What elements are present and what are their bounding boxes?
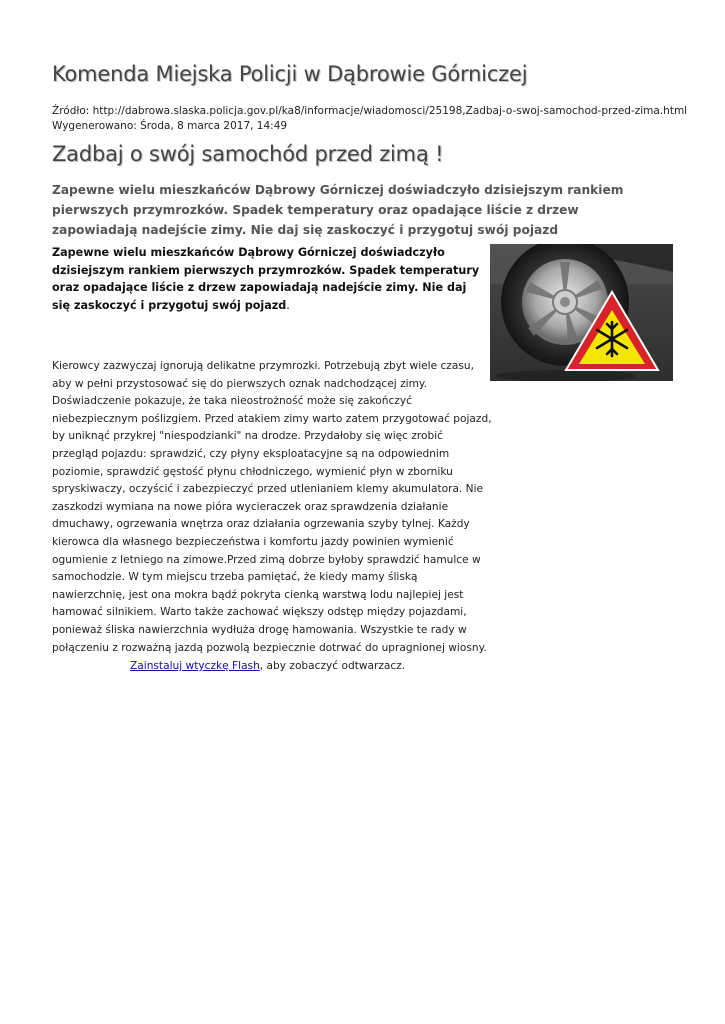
flash-notice [130,658,405,674]
generated-date: Wygenerowano: Środa, 8 marca 2017, 14:49 [52,120,288,132]
install-flash-link[interactable]: Zainstaluj wtyczkę Flash [130,660,260,672]
article-lead: Zapewne wielu mieszkańców Dąbrowy Górniczej doświadczyło dzisiejszym rankiem pierwszych przymrozków. Spadek temperatury oraz opadające liście z drzew zapowiadają nadejście zimy. Nie daj się zaskoczyć i przygotuj swój pojazd [52,183,624,237]
article-title: Zadbaj o swój samochód przed zimą ! [52,142,444,166]
flash-notice-suffix: , aby zobaczyć odtwarzacz. [259,660,406,672]
winter-tire-snowflake-icon [490,244,673,381]
winter-tire-photo [490,244,673,381]
source-url: Źródło: http://dabrowa.slaska.policja.gov.pl/ka8/informacje/wiadomosci/25198,Zadbaj-o-swoj-samochod-przed-zima.html [52,105,688,117]
article-body: Kierowcy zazwyczaj ignorują delikatne przymrozki. Potrzebują zbyt wiele czasu, aby w pełni przystosować się do pierwszych oznak nadchodzącej zimy. Doświadczenie pokazuje, że taka nieostrożność może się zakończyć niebezpiecznym poślizgiem. Przed atakiem zimy warto zatem przygotować pojazd, by uniknąć przykrej "niespodzianki" na drodze. Przydałoby się więc zrobić przegląd pojazdu: sprawdzić, czy płyny eksploatacyjne są na odpowiednim poziomie, sprawdzić gęstość płynu chłodniczego, wymienić płyn w zborniku spryskiwaczy, oczyścić i zabezpieczyć przed utlenianiem klemy akumulatora. Nie zaszkodzi wymiana na nowe pióra wycieraczek oraz sprawdzenia działanie dmuchawy, ogrzewania wnętrza oraz działania ogrzewania szyby tylnej. Każdy kierowca dla własnego bezpieczeństwa i komfortu jazdy powinien wymienić ogumienie z letniego na zimowe.Przed zimą dobrze byłoby sprawdzić hamulce w samochodzie. W tym miejscu trzeba pamiętać, że kiedy mamy śliską nawierzchnię, jest ona mokra bądź pokryta cienką warstwą lodu najlepiej jest hamować silnikiem. Warto także zachować większy odstęp między pojazdami, ponieważ śliska nawierzchnia wydłuża drogę hamowania. Wszystkie te rady w połączeniu z rozważną jazdą pozwolą bezpiecznie dotrwać do upragnionej wiosny. [52,360,492,654]
article-intro [52,244,484,314]
site-title: Komenda Miejska Policji w Dąbrowie Górniczej [52,62,528,86]
article-intro-period: . [286,298,290,312]
article-intro-text: Zapewne wielu mieszkańców Dąbrowy Górniczej doświadczyło dzisiejszym rankiem pierwszych przymrozków. Spadek temperatury oraz opadające liście z drzew zapowiadają nadejście zimy. Nie daj się zaskoczyć i przygotuj swój pojazd [52,246,480,312]
source-info [52,104,687,134]
